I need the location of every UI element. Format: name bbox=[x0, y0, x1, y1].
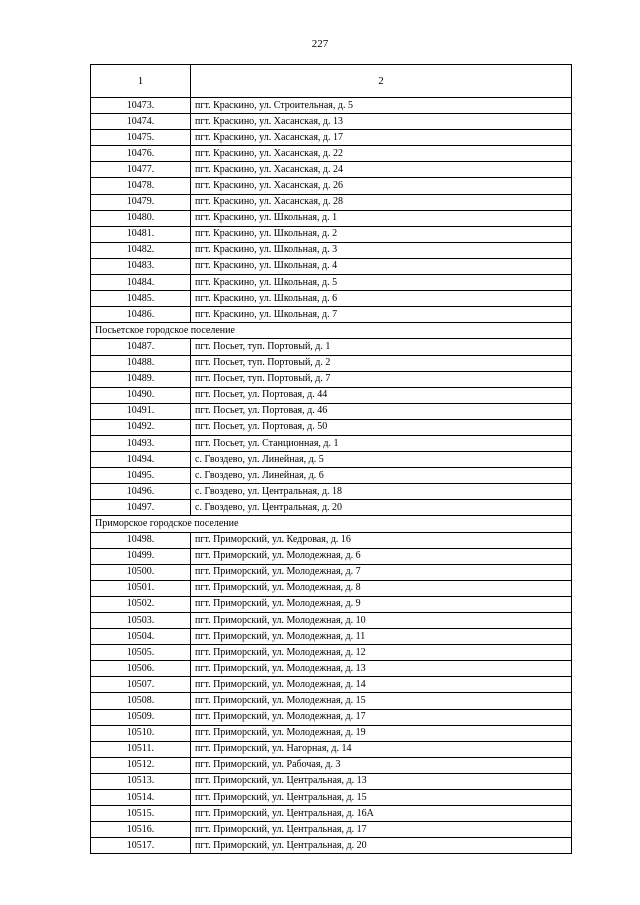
section-title: Приморское городское поселение bbox=[91, 516, 572, 532]
row-number: 10473. bbox=[91, 98, 191, 114]
row-number: 10503. bbox=[91, 613, 191, 629]
table-row bbox=[91, 500, 572, 516]
column-header-address: 2 bbox=[191, 65, 572, 98]
table-row bbox=[91, 645, 572, 661]
row-address: пгт. Посьет, ул. Портовая, д. 46 bbox=[191, 403, 572, 419]
table-row bbox=[91, 693, 572, 709]
row-number: 10474. bbox=[91, 114, 191, 130]
row-number: 10498. bbox=[91, 532, 191, 548]
row-address: пгт. Посьет, ул. Станционная, д. 1 bbox=[191, 435, 572, 451]
row-address: с. Гвоздево, ул. Линейная, д. 6 bbox=[191, 468, 572, 484]
table-row bbox=[91, 114, 572, 130]
row-number: 10485. bbox=[91, 291, 191, 307]
row-number: 10500. bbox=[91, 564, 191, 580]
row-address: пгт. Краскино, ул. Хасанская, д. 13 bbox=[191, 114, 572, 130]
row-address: с. Гвоздево, ул. Линейная, д. 5 bbox=[191, 452, 572, 468]
table-row bbox=[91, 661, 572, 677]
table-row bbox=[91, 773, 572, 789]
table-row bbox=[91, 709, 572, 725]
row-number: 10516. bbox=[91, 822, 191, 838]
row-number: 10507. bbox=[91, 677, 191, 693]
table-row bbox=[91, 146, 572, 162]
row-number: 10479. bbox=[91, 194, 191, 210]
row-address: пгт. Приморский, ул. Молодежная, д. 17 bbox=[191, 709, 572, 725]
row-number: 10481. bbox=[91, 226, 191, 242]
row-address: пгт. Краскино, ул. Школьная, д. 3 bbox=[191, 242, 572, 258]
table-row bbox=[91, 258, 572, 274]
table-row bbox=[91, 596, 572, 612]
table-row bbox=[91, 532, 572, 548]
row-address: пгт. Приморский, ул. Центральная, д. 17 bbox=[191, 822, 572, 838]
row-address: пгт. Приморский, ул. Кедровая, д. 16 bbox=[191, 532, 572, 548]
table-row bbox=[91, 452, 572, 468]
row-address: пгт. Посьет, туп. Портовый, д. 2 bbox=[191, 355, 572, 371]
table-header-row bbox=[91, 65, 572, 98]
row-address: пгт. Посьет, ул. Портовая, д. 50 bbox=[191, 419, 572, 435]
table-body bbox=[91, 98, 572, 854]
table-row bbox=[91, 757, 572, 773]
table-row bbox=[91, 98, 572, 114]
row-address: пгт. Краскино, ул. Хасанская, д. 17 bbox=[191, 130, 572, 146]
row-number: 10501. bbox=[91, 580, 191, 596]
row-address: пгт. Краскино, ул. Школьная, д. 6 bbox=[191, 291, 572, 307]
row-address: пгт. Приморский, ул. Молодежная, д. 12 bbox=[191, 645, 572, 661]
row-address: пгт. Приморский, ул. Молодежная, д. 8 bbox=[191, 580, 572, 596]
row-address: пгт. Приморский, ул. Молодежная, д. 14 bbox=[191, 677, 572, 693]
table-row bbox=[91, 435, 572, 451]
row-number: 10506. bbox=[91, 661, 191, 677]
row-number: 10517. bbox=[91, 838, 191, 854]
row-number: 10488. bbox=[91, 355, 191, 371]
table-row bbox=[91, 210, 572, 226]
table-row bbox=[91, 725, 572, 741]
row-address: пгт. Приморский, ул. Молодежная, д. 15 bbox=[191, 693, 572, 709]
row-address: с. Гвоздево, ул. Центральная, д. 20 bbox=[191, 500, 572, 516]
row-address: с. Гвоздево, ул. Центральная, д. 18 bbox=[191, 484, 572, 500]
table-row bbox=[91, 226, 572, 242]
table-row bbox=[91, 194, 572, 210]
row-address: пгт. Приморский, ул. Молодежная, д. 19 bbox=[191, 725, 572, 741]
section-title: Посьетское городское поселение bbox=[91, 323, 572, 339]
table-row bbox=[91, 806, 572, 822]
row-address: пгт. Приморский, ул. Молодежная, д. 6 bbox=[191, 548, 572, 564]
row-number: 10496. bbox=[91, 484, 191, 500]
row-number: 10510. bbox=[91, 725, 191, 741]
row-address: пгт. Приморский, ул. Центральная, д. 20 bbox=[191, 838, 572, 854]
table-row bbox=[91, 387, 572, 403]
row-address: пгт. Краскино, ул. Школьная, д. 4 bbox=[191, 258, 572, 274]
row-number: 10512. bbox=[91, 757, 191, 773]
row-address: пгт. Краскино, ул. Хасанская, д. 22 bbox=[191, 146, 572, 162]
row-address: пгт. Краскино, ул. Школьная, д. 7 bbox=[191, 307, 572, 323]
table-row bbox=[91, 484, 572, 500]
table-row bbox=[91, 741, 572, 757]
row-number: 10497. bbox=[91, 500, 191, 516]
row-number: 10493. bbox=[91, 435, 191, 451]
table-row bbox=[91, 564, 572, 580]
table-row bbox=[91, 580, 572, 596]
table-row bbox=[91, 629, 572, 645]
row-address: пгт. Краскино, ул. Хасанская, д. 26 bbox=[191, 178, 572, 194]
row-address: пгт. Приморский, ул. Молодежная, д. 10 bbox=[191, 613, 572, 629]
row-address: пгт. Приморский, ул. Центральная, д. 15 bbox=[191, 790, 572, 806]
table-row bbox=[91, 822, 572, 838]
table-row bbox=[91, 419, 572, 435]
row-address: пгт. Краскино, ул. Хасанская, д. 24 bbox=[191, 162, 572, 178]
row-number: 10505. bbox=[91, 645, 191, 661]
row-number: 10477. bbox=[91, 162, 191, 178]
row-address: пгт. Приморский, ул. Центральная, д. 16А bbox=[191, 806, 572, 822]
row-number: 10511. bbox=[91, 741, 191, 757]
row-address: пгт. Краскино, ул. Школьная, д. 2 bbox=[191, 226, 572, 242]
row-address: пгт. Посьет, туп. Портовый, д. 7 bbox=[191, 371, 572, 387]
row-address: пгт. Краскино, ул. Строительная, д. 5 bbox=[191, 98, 572, 114]
row-number: 10489. bbox=[91, 371, 191, 387]
table-row bbox=[91, 178, 572, 194]
row-number: 10504. bbox=[91, 629, 191, 645]
row-number: 10495. bbox=[91, 468, 191, 484]
table-row bbox=[91, 130, 572, 146]
row-number: 10483. bbox=[91, 258, 191, 274]
address-table bbox=[90, 64, 572, 854]
row-address: пгт. Краскино, ул. Хасанская, д. 28 bbox=[191, 194, 572, 210]
row-address: пгт. Посьет, ул. Портовая, д. 44 bbox=[191, 387, 572, 403]
table-row bbox=[91, 548, 572, 564]
table-row bbox=[91, 307, 572, 323]
row-number: 10482. bbox=[91, 242, 191, 258]
row-address: пгт. Посьет, туп. Портовый, д. 1 bbox=[191, 339, 572, 355]
row-number: 10478. bbox=[91, 178, 191, 194]
row-number: 10475. bbox=[91, 130, 191, 146]
column-header-number: 1 bbox=[91, 65, 191, 98]
table-row bbox=[91, 403, 572, 419]
page-number: 227 bbox=[311, 38, 329, 50]
table-row bbox=[91, 242, 572, 258]
table-row bbox=[91, 371, 572, 387]
table-row bbox=[91, 355, 572, 371]
row-number: 10515. bbox=[91, 806, 191, 822]
table-row bbox=[91, 275, 572, 291]
table-row bbox=[91, 291, 572, 307]
row-number: 10492. bbox=[91, 419, 191, 435]
table-row bbox=[91, 613, 572, 629]
table-row bbox=[91, 790, 572, 806]
table-row bbox=[91, 838, 572, 854]
table-row bbox=[91, 339, 572, 355]
table-row bbox=[91, 677, 572, 693]
row-address: пгт. Краскино, ул. Школьная, д. 1 bbox=[191, 210, 572, 226]
table-row bbox=[91, 162, 572, 178]
row-number: 10513. bbox=[91, 773, 191, 789]
row-number: 10502. bbox=[91, 596, 191, 612]
row-number: 10514. bbox=[91, 790, 191, 806]
row-number: 10484. bbox=[91, 275, 191, 291]
row-address: пгт. Приморский, ул. Рабочая, д. 3 bbox=[191, 757, 572, 773]
row-address: пгт. Приморский, ул. Центральная, д. 13 bbox=[191, 773, 572, 789]
row-address: пгт. Приморский, ул. Нагорная, д. 14 bbox=[191, 741, 572, 757]
row-number: 10494. bbox=[91, 452, 191, 468]
table-row bbox=[91, 468, 572, 484]
row-address: пгт. Краскино, ул. Школьная, д. 5 bbox=[191, 275, 572, 291]
row-number: 10487. bbox=[91, 339, 191, 355]
row-address: пгт. Приморский, ул. Молодежная, д. 7 bbox=[191, 564, 572, 580]
section-row bbox=[91, 516, 572, 532]
row-number: 10499. bbox=[91, 548, 191, 564]
row-number: 10509. bbox=[91, 709, 191, 725]
row-number: 10486. bbox=[91, 307, 191, 323]
row-address: пгт. Приморский, ул. Молодежная, д. 11 bbox=[191, 629, 572, 645]
row-number: 10508. bbox=[91, 693, 191, 709]
row-number: 10476. bbox=[91, 146, 191, 162]
section-row bbox=[91, 323, 572, 339]
row-number: 10491. bbox=[91, 403, 191, 419]
row-number: 10480. bbox=[91, 210, 191, 226]
row-address: пгт. Приморский, ул. Молодежная, д. 13 bbox=[191, 661, 572, 677]
row-number: 10490. bbox=[91, 387, 191, 403]
row-address: пгт. Приморский, ул. Молодежная, д. 9 bbox=[191, 596, 572, 612]
